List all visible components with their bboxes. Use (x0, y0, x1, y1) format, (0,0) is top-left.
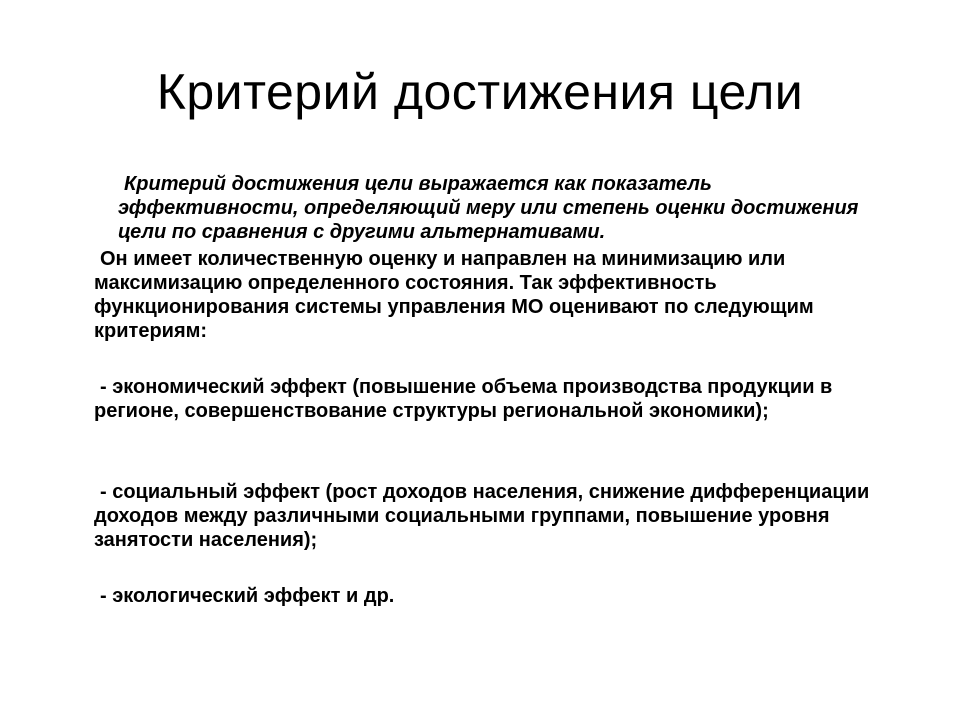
slide-title: Критерий достижения цели (156, 64, 804, 120)
criterion-ecological: - экологический эффект и др. (100, 585, 395, 607)
criterion-social: - социальный эффект (рост доходов населения, снижение дифференциации доходов между различными социальными группами, повышение уровня занятости населения); (94, 481, 870, 551)
measure-paragraph: Он имеет количественную оценку и направлен на минимизацию или максимизацию определенного состояния. Так эффективность функционирования системы управления МО оценивают по следующим критериям: (94, 248, 814, 342)
intro-paragraph: Критерий достижения цели выражается как показатель эффективности, определяющий меру или степень оценки достижения цели по сравнения с другими альтернативами. (118, 173, 859, 243)
criterion-economic: - экономический эффект (повышение объема производства продукции в регионе, совершенствование структуры региональной экономики); (94, 376, 833, 422)
